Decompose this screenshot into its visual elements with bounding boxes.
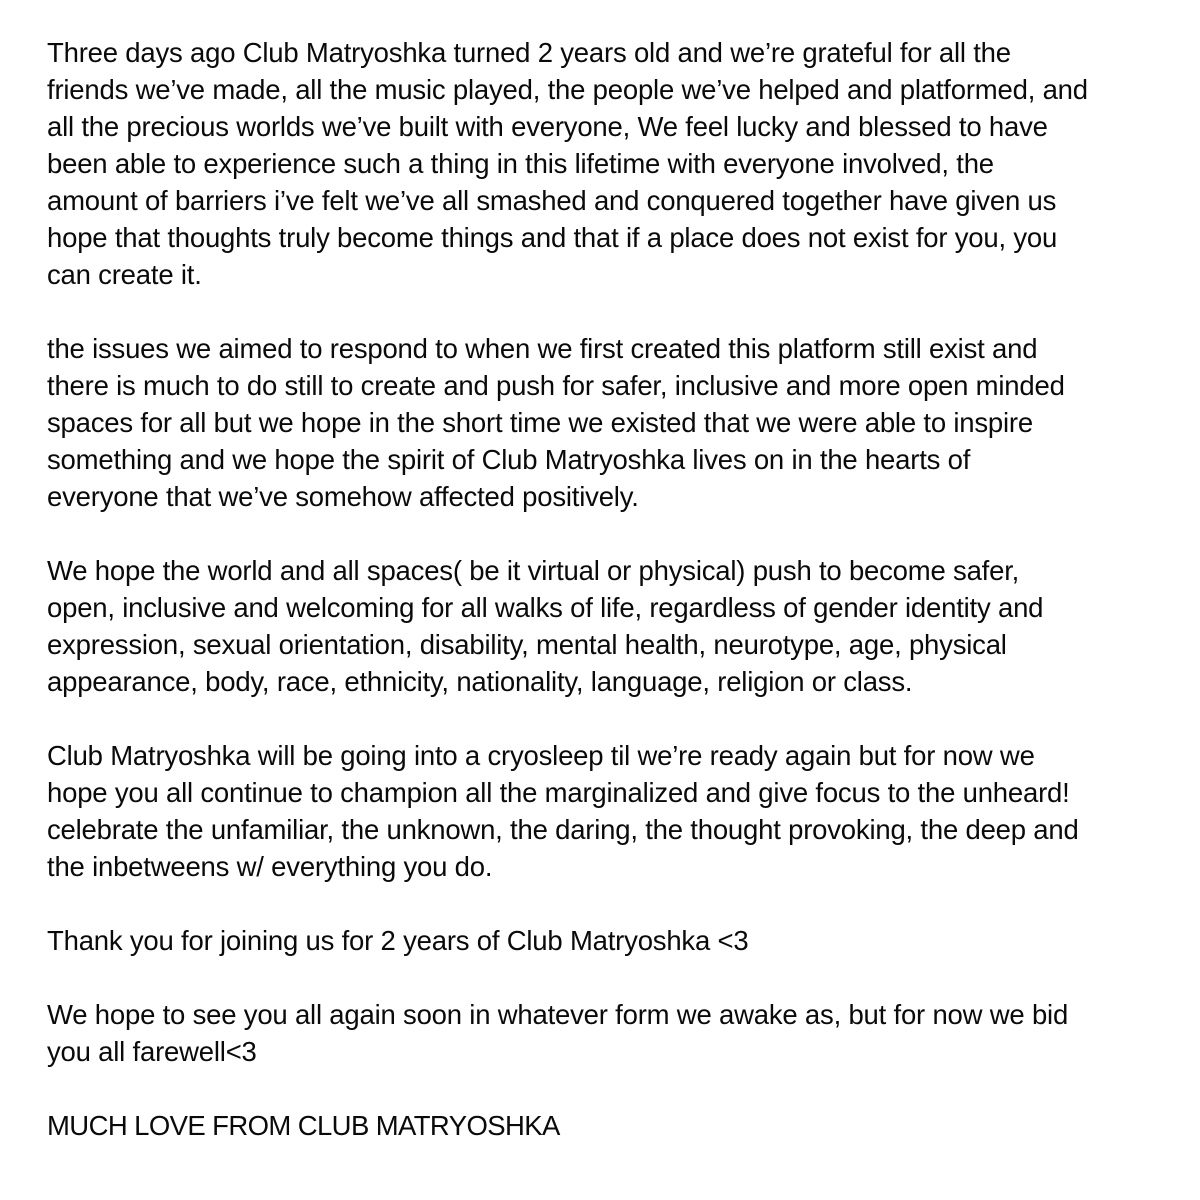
text-line: spaces for all but we hope in the short time we existed that we were able to inspire — [47, 407, 1033, 438]
text-line: everyone that we’ve somehow affected positively. — [47, 481, 639, 512]
text-line: something and we hope the spirit of Club Matryoshka lives on in the hearts of — [47, 444, 971, 475]
paragraph-thank-you — [47, 922, 1177, 959]
text-line: Three days ago Club Matryoshka turned 2 years old and we’re grateful for all the — [47, 37, 1011, 68]
text-line: Thank you for joining us for 2 years of Club Matryoshka <3 — [47, 925, 749, 956]
signoff — [47, 1107, 1177, 1144]
signoff-text: MUCH LOVE FROM CLUB MATRYOSHKA — [47, 1110, 560, 1141]
paragraph-farewell — [47, 996, 1177, 1070]
text-line: hope that thoughts truly become things and that if a place does not exist for you, you — [47, 222, 1058, 253]
text-line: celebrate the unfamiliar, the unknown, the daring, the thought provoking, the deep and — [47, 814, 1079, 845]
paragraph-hope — [47, 552, 1177, 700]
text-line: been able to experience such a thing in this lifetime with everyone involved, the — [47, 148, 994, 179]
text-line: appearance, body, race, ethnicity, nationality, language, religion or class. — [47, 666, 913, 697]
paragraph-cryosleep — [47, 737, 1177, 885]
text-line: open, inclusive and welcoming for all walks of life, regardless of gender identity and — [47, 592, 1044, 623]
text-line: amount of barriers i’ve felt we’ve all smashed and conquered together have given us — [47, 185, 1057, 216]
paragraph-anniversary — [47, 34, 1177, 293]
text-line: all the precious worlds we’ve built with everyone, We feel lucky and blessed to have — [47, 111, 1048, 142]
text-line: We hope to see you all again soon in whatever form we awake as, but for now we bid — [47, 999, 1069, 1030]
text-line: can create it. — [47, 259, 202, 290]
paragraph-issues — [47, 330, 1177, 515]
text-line: you all farewell<3 — [47, 1036, 257, 1067]
text-line: the inbetweens w/ everything you do. — [47, 851, 493, 882]
text-line: Club Matryoshka will be going into a cryosleep til we’re ready again but for now we — [47, 740, 1035, 771]
text-line: friends we’ve made, all the music played, the people we’ve helped and platformed, and — [47, 74, 1088, 105]
text-line: We hope the world and all spaces( be it virtual or physical) push to become safer, — [47, 555, 1020, 586]
text-line: the issues we aimed to respond to when we first created this platform still exist and — [47, 333, 1038, 364]
text-line: there is much to do still to create and push for safer, inclusive and more open minded — [47, 370, 1065, 401]
text-line: hope you all continue to champion all the marginalized and give focus to the unheard! — [47, 777, 1070, 808]
farewell-letter — [47, 34, 1177, 1181]
text-line: expression, sexual orientation, disability, mental health, neurotype, age, physical — [47, 629, 1007, 660]
